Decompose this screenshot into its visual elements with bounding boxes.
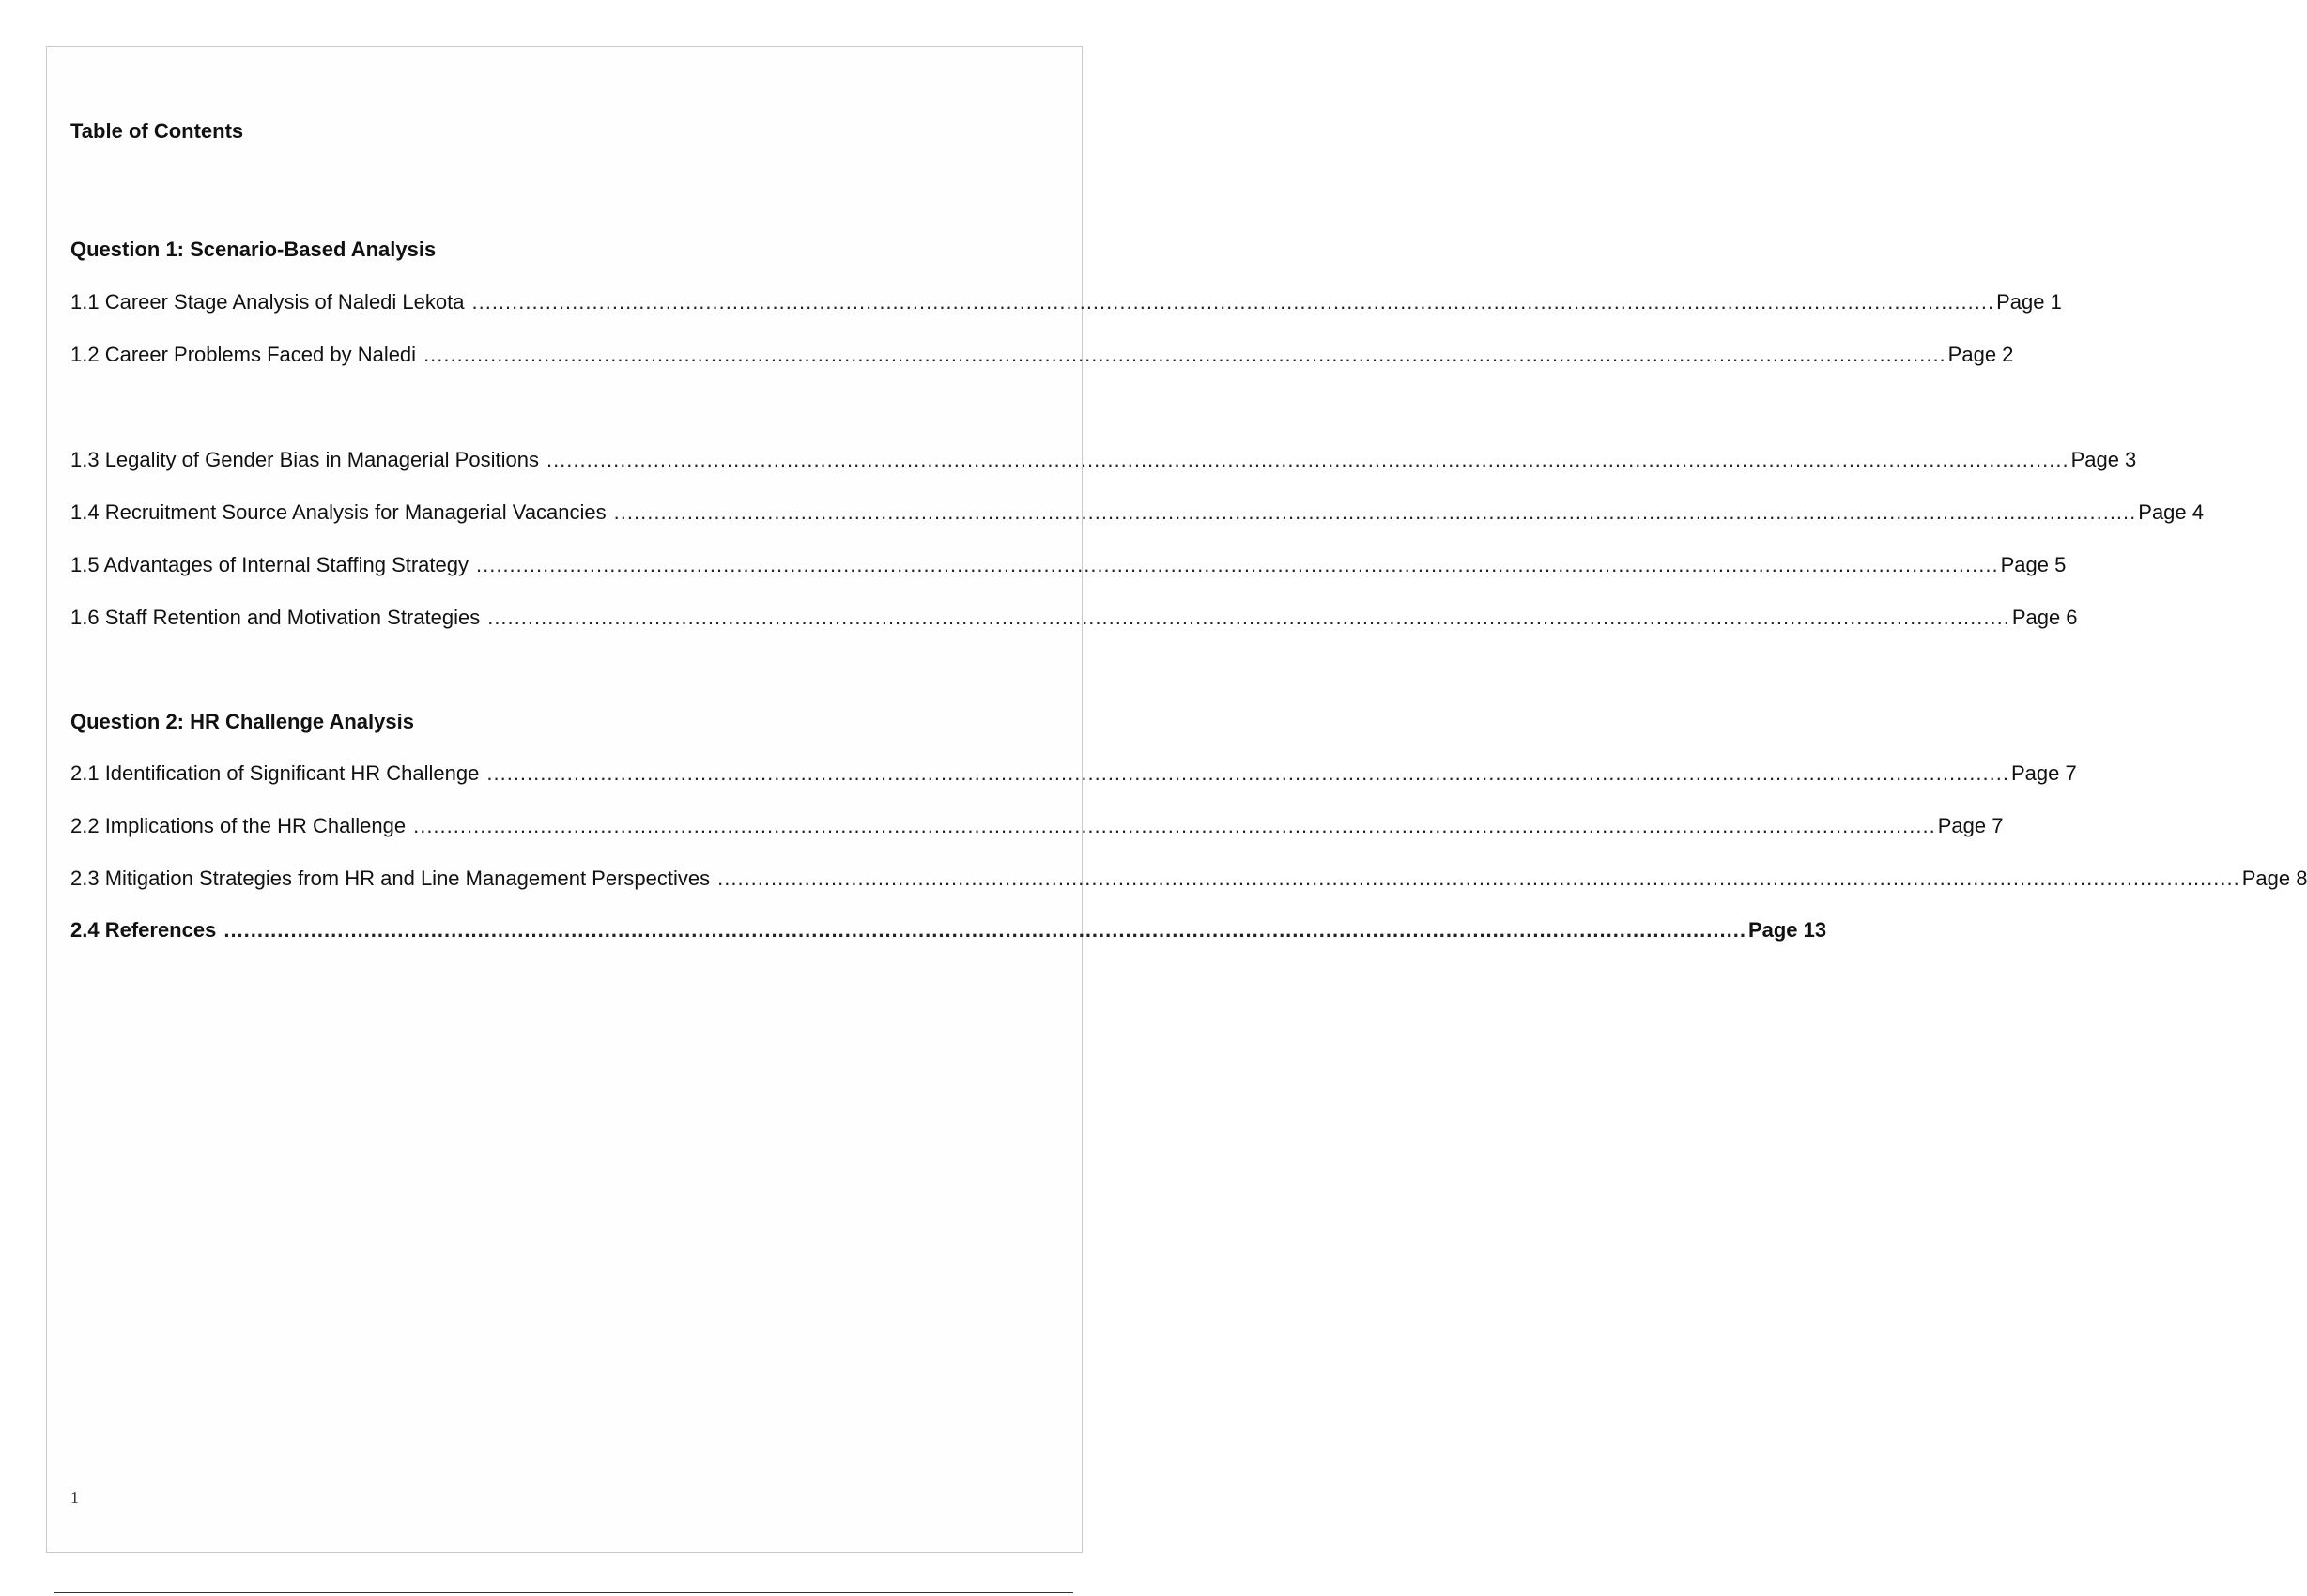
toc-entry-page: Page 1: [1996, 290, 2062, 314]
dot-leader: ....................................................................................................................................................................................................................................: [413, 814, 1936, 837]
toc-entry-title: 2.2 Implications of the HR Challenge: [70, 814, 407, 837]
toc-entry-title: 1.4 Recruitment Source Analysis for Managerial Vacancies: [70, 500, 607, 524]
toc-entry-page: Page 7: [2010, 761, 2077, 785]
dot-leader: ....................................................................................................................................................................................................................................: [486, 761, 2009, 785]
toc-title: Table of Contents: [70, 119, 244, 143]
toc-entry-title: 1.2 Career Problems Faced by Naledi: [70, 343, 417, 366]
toc-entry-title: 1.5 Advantages of Internal Staffing Strategy: [70, 553, 469, 576]
section-heading-question-2: Question 2: HR Challenge Analysis: [70, 710, 414, 733]
toc-entry-1-4[interactable]: [70, 500, 2204, 527]
page-number: 1: [70, 1488, 79, 1507]
dot-leader: ....................................................................................................................................................................................................................................: [471, 290, 1995, 314]
toc-entry-page: Page 5: [2000, 553, 2067, 576]
toc-entry-page: Page 4: [2138, 500, 2204, 524]
toc-entry-title: 2.3 Mitigation Strategies from HR and Line Management Perspectives: [70, 867, 711, 890]
toc-entry-page: Page 8: [2241, 867, 2307, 890]
section-heading-question-1: Question 1: Scenario-Based Analysis: [70, 238, 437, 261]
dot-leader: ....................................................................................................................................................................................................................................: [223, 918, 1746, 942]
toc-entry-1-6[interactable]: [70, 606, 2078, 632]
toc-entry-2-4-references[interactable]: [70, 918, 1827, 944]
toc-entry-2-3[interactable]: [70, 867, 2307, 893]
toc-entry-page: Page 7: [1937, 814, 2004, 837]
toc-entry-1-3[interactable]: [70, 448, 2137, 474]
toc-entry-title: 2.4 References: [70, 918, 217, 942]
toc-entry-title: 1.3 Legality of Gender Bias in Managerial Positions: [70, 448, 539, 471]
toc-entry-1-1[interactable]: [70, 290, 2062, 316]
toc-entry-2-1[interactable]: [70, 761, 2077, 788]
dot-leader: ....................................................................................................................................................................................................................................: [546, 448, 2069, 471]
toc-entry-title: 1.1 Career Stage Analysis of Naledi Lekota: [70, 290, 465, 314]
toc-entry-1-5[interactable]: [70, 553, 2067, 579]
dot-leader: ....................................................................................................................................................................................................................................: [476, 553, 1999, 576]
toc-entry-2-2[interactable]: [70, 814, 2004, 840]
dot-leader: ....................................................................................................................................................................................................................................: [487, 606, 2010, 629]
toc-entry-title: 1.6 Staff Retention and Motivation Strategies: [70, 606, 481, 629]
document-page: [46, 46, 1083, 1553]
dot-leader: ....................................................................................................................................................................................................................................: [613, 500, 2137, 524]
toc-entry-title: 2.1 Identification of Significant HR Challenge: [70, 761, 480, 785]
toc-entry-1-2[interactable]: [70, 343, 2014, 369]
toc-entry-page: Page 6: [2011, 606, 2078, 629]
toc-entry-page: Page 2: [1947, 343, 2014, 366]
dot-leader: ....................................................................................................................................................................................................................................: [717, 867, 2240, 890]
toc-entry-page: Page 3: [2070, 448, 2137, 471]
toc-entry-page: Page 13: [1747, 918, 1827, 942]
bottom-divider: [54, 1592, 1073, 1593]
dot-leader: ....................................................................................................................................................................................................................................: [423, 343, 1946, 366]
